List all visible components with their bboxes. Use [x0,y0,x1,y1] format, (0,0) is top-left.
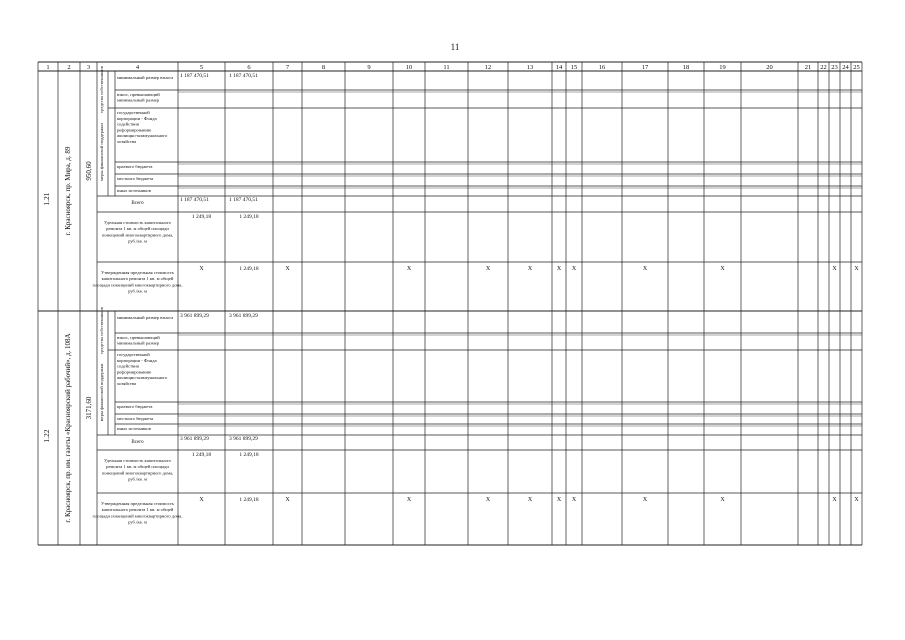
section-area: 950,60 [85,161,93,181]
column-header-7: 7 [285,64,290,71]
column-header-12: 12 [484,64,492,71]
column-header-3: 3 [86,64,91,71]
x-mark-col10: X [406,497,412,503]
unit-cost-label: ремонта 1 кв. м общей площади [106,464,169,470]
max-cost-label: площади помещений многоквартирного дома, [92,513,183,519]
x-mark-col12: X [485,497,491,503]
fund-label: реформированию [117,127,152,133]
total-col5: 3 961 899,29 [180,436,209,442]
section-area: 3171,60 [85,396,93,420]
unit-cost-col5: 1 249,18 [191,452,212,458]
column-header-21: 21 [804,64,812,71]
max-cost-col6: 1 249,18 [239,497,259,503]
min-contribution-col6: 3 961 899,29 [229,313,258,319]
total-label: Всего [131,440,144,445]
column-header-11: 11 [443,64,450,71]
unit-cost-label: руб./кв. м [128,476,147,482]
x-mark-col14: X [556,497,562,503]
min-contribution-col5: 3 961 899,29 [180,313,209,319]
max-cost-col6: 1 249,18 [239,266,259,272]
x-mark-col7: X [285,266,290,272]
max-cost-label: капитального ремонта 1 кв. м общей [101,276,174,282]
column-header-18: 18 [682,64,690,71]
min-contribution-col5: 1 187 470,51 [180,73,209,79]
section-number: 1.22 [42,429,51,443]
other-sources-label: иных источников [117,188,151,193]
support-measures-label: меры финансовой поддержки [99,123,104,181]
owners-funds-label: средства собственников [99,66,104,113]
total-col6: 1 187 470,51 [229,197,258,203]
fund-label: содействия [117,121,139,127]
column-header-5: 5 [199,64,204,71]
column-header-24: 24 [842,64,849,71]
section-number: 1.21 [42,192,51,206]
unit-cost-label: руб./кв. м [128,238,147,244]
total-col5: 1 187 470,51 [180,197,209,203]
column-header-17: 17 [641,64,649,71]
x-mark-col13: X [527,266,533,272]
unit-cost-col5: 1 249,18 [191,214,212,220]
column-header-10: 10 [405,64,413,71]
column-header-15: 15 [570,64,578,71]
x-mark-col15: X [571,266,577,272]
unit-cost-col6: 1 249,18 [239,452,259,458]
fund-label: хозяйства [117,381,136,386]
max-cost-col5: X [199,266,204,272]
x-mark-col7: X [285,497,290,503]
unit-cost-label: ремонта 1 кв. м общей площади [106,226,169,232]
excess-contribution-label: минимальный размер [117,340,160,346]
section-address: г. Красноярск, пр. им. газеты «Красноярский рабочий», д. 108А [64,333,72,523]
page-number: 11 [450,42,460,52]
column-header-8: 8 [321,64,326,71]
max-cost-label: капитального ремонта 1 кв. м общей [101,507,174,513]
column-header-16: 16 [598,64,606,71]
fund-label: жилищно-коммунального [117,133,168,139]
local-budget-label: местного бюджета [117,176,154,181]
column-header-6: 6 [247,64,251,71]
excess-contribution-label: взнос, превышающий [117,335,160,340]
excess-contribution-label: минимальный размер [117,97,160,103]
fund-label: хозяйства [117,139,136,144]
total-label: Всего [131,201,144,206]
fund-label: государственной [117,110,150,115]
fund-label: содействия [117,363,139,369]
x-mark-col19: X [720,266,725,272]
fund-label: государственной [117,352,150,357]
column-header-22: 22 [820,64,827,71]
column-header-14: 14 [555,64,563,71]
x-mark-col23: X [832,497,837,503]
column-header-19: 19 [719,64,726,71]
fund-label: реформированию [117,369,152,375]
unit-cost-label: Удельная стоимость капитального [104,458,171,463]
max-cost-label: руб./кв. м [128,519,147,525]
column-header-2: 2 [67,64,71,71]
max-cost-label: руб./кв. м [128,288,147,294]
column-header-4: 4 [135,64,140,71]
total-col6: 3 961 899,29 [229,436,258,442]
support-measures-label: меры финансовой поддержки [99,363,104,422]
x-mark-col17: X [642,266,648,272]
regional-budget-label: краевого бюджета [117,404,153,409]
min-contribution-label: минимальный размер взноса [117,315,174,320]
local-budget-label: местного бюджета [117,416,154,421]
regional-budget-label: краевого бюджета [117,164,153,169]
column-header-23: 23 [831,64,838,71]
other-sources-label: иных источников [117,426,151,431]
fund-label: корпорации - Фонда [117,115,157,121]
max-cost-label: Утвержденная предельная стоимость [101,501,174,506]
x-mark-col25: X [854,266,859,272]
section-address: г. Красноярск, пр. Мира, д. 89 [64,146,72,236]
owners-funds-label: средства собственников [99,307,104,354]
fund-label: жилищно-коммунального [117,375,168,381]
max-cost-label: Утвержденная предельная стоимость [101,270,174,275]
column-header-25: 25 [853,64,860,71]
x-mark-col15: X [571,497,577,503]
min-contribution-col6: 1 187 470,51 [229,73,258,79]
column-header-9: 9 [367,64,371,71]
x-mark-col17: X [642,497,648,503]
x-mark-col19: X [720,497,725,503]
unit-cost-label: помещений многоквартирного дома, [101,470,174,476]
max-cost-label: площади помещений многоквартирного дома, [92,282,183,288]
column-header-20: 20 [766,64,773,71]
x-mark-col10: X [406,266,412,272]
x-mark-col13: X [527,497,533,503]
x-mark-col14: X [556,266,562,272]
column-header-13: 13 [526,64,534,71]
unit-cost-label: помещений многоквартирного дома, [101,232,174,238]
min-contribution-label: минимальный размер взноса [117,75,174,80]
fund-label: корпорации - Фонда [117,357,157,363]
max-cost-col5: X [199,497,204,503]
excess-contribution-label: взнос, превышающий [117,92,160,97]
unit-cost-label: Удельная стоимость капитального [104,220,171,225]
x-mark-col12: X [485,266,491,272]
column-header-1: 1 [46,64,50,71]
unit-cost-col6: 1 249,18 [239,214,259,220]
x-mark-col23: X [832,266,837,272]
x-mark-col25: X [854,497,859,503]
